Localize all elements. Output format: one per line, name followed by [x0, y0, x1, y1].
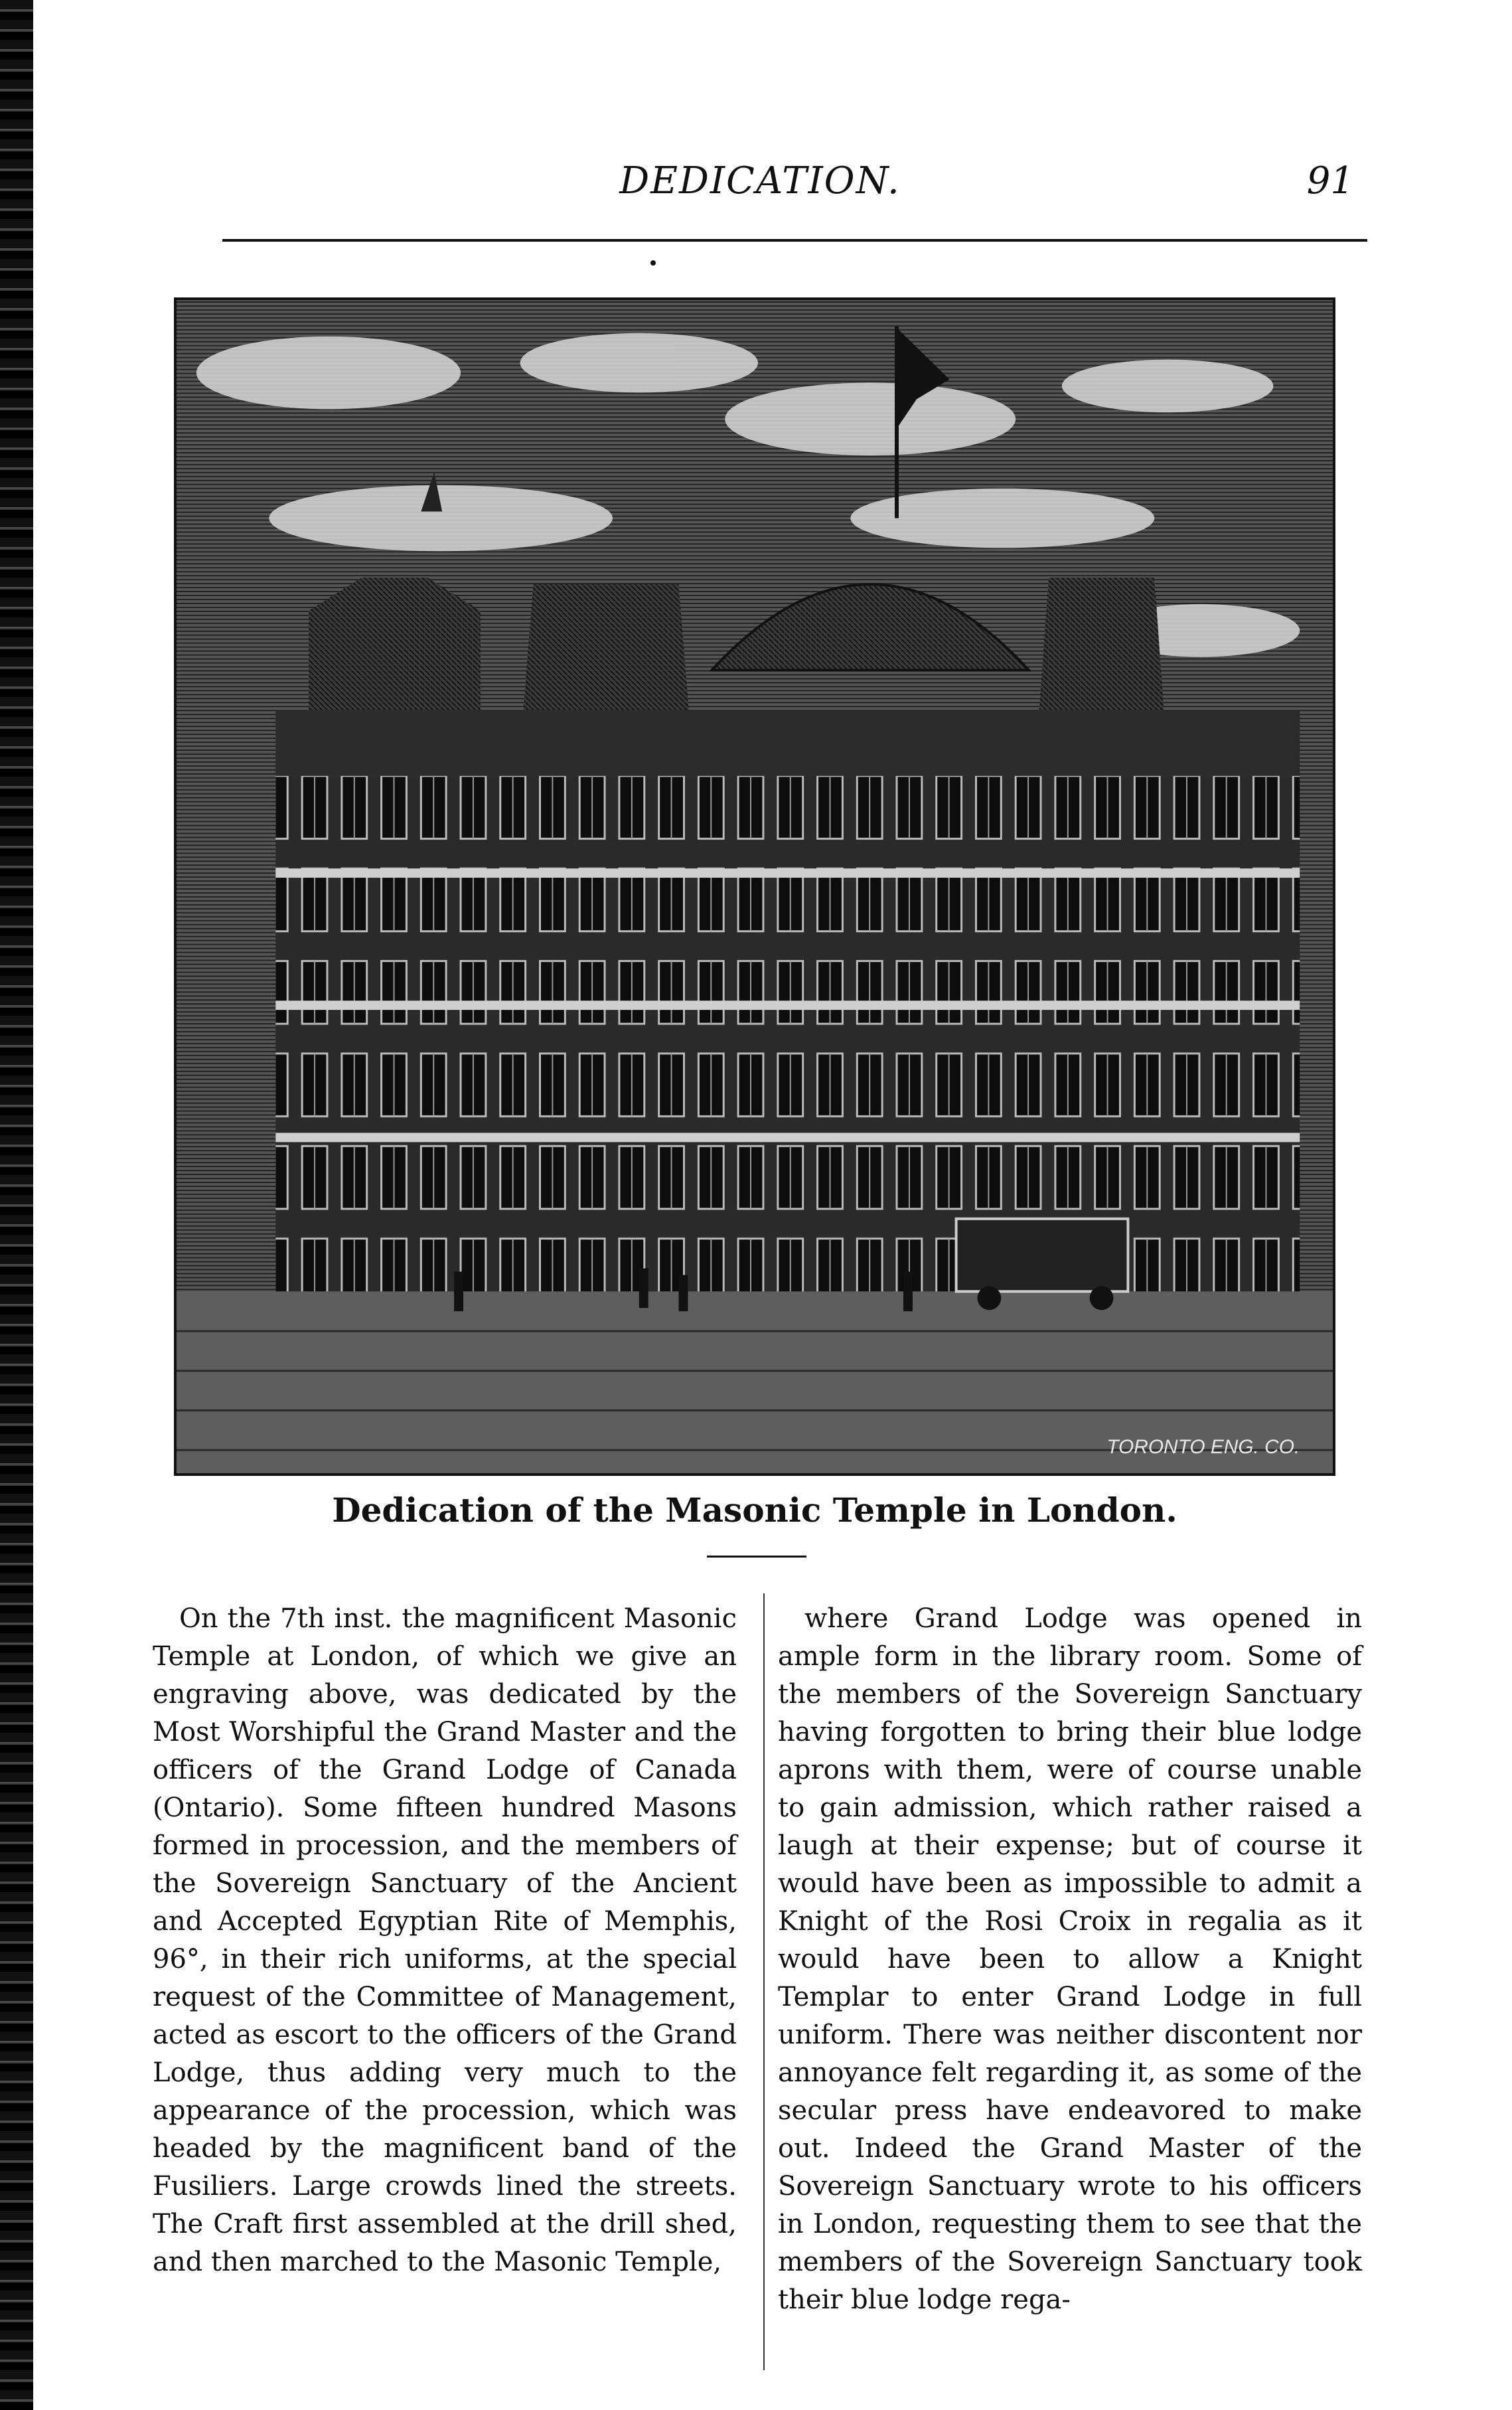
illustration-caption: Dedication of the Masonic Temple in London.	[332, 1490, 1177, 1530]
caption-rule	[707, 1556, 806, 1558]
page-number: 91	[1306, 159, 1354, 202]
article-column-left: On the 7th inst. the magnificent Masonic Temple at London, of which we give an engraving above, was dedicated by the Most Worshipful the Grand Master and the officers of the Grand Lodge of Canada (Ontario). Some fifteen hundred Masons formed in procession, and the members of the Sovereign Sanctuary of the Ancient and Accepted Egyptian Rite of Memphis, 96°, in their rich uniforms, at the special request of the Committee of Management, acted as escort to the officers of the Grand Lodge, thus adding very much to the appearance of the procession, which was headed by the magnificent band of the Fusiliers. Large crowds lined the streets. The Craft first assembled at the drill shed, and then marched to the Masonic Temple,	[153, 1603, 737, 2277]
building-facade	[275, 776, 1300, 1291]
roof-cornice	[275, 710, 1300, 776]
streetcar-wheel-front	[977, 1286, 1001, 1310]
ornament-dot	[650, 260, 656, 266]
masonic-temple-engraving	[174, 297, 1335, 1476]
running-title: DEDICATION.	[619, 159, 901, 202]
facade-band-2	[275, 1001, 1300, 1010]
header-rule	[222, 239, 1367, 242]
article-column-right: where Grand Lodge was opened in ample form in the library room. Some of the members of the Sovereign Sanctuary having forgotten to bring their blue lodge aprons with them, were of course unable to gain admission, which rather raised a laugh at their expense; but of course it would have been as impossible to admit a Knight of the Rosi Croix in regalia as it would have been to allow a Knight Templar to enter Grand Lodge in full uniform. There was neither discontent nor annoyance felt regarding it, as some of the secular press have endeavored to make out. Indeed the Grand Master of the Sovereign Sanctuary wrote to his officers in London, requesting them to see that the members of the Sovereign Sanctuary took their blue lodge rega-	[778, 1603, 1362, 2315]
facade-band-3	[275, 1133, 1300, 1142]
facade-band-1	[275, 868, 1300, 878]
book-binding-edge	[0, 0, 33, 2410]
column-divider	[763, 1593, 765, 2370]
streetcar	[956, 1219, 1128, 1292]
page-header	[153, 159, 1367, 212]
streetcar-wheel-rear	[1090, 1286, 1114, 1310]
engraving-illustration	[177, 300, 1333, 1473]
engraver-mark: TORONTO ENG. CO.	[1106, 1436, 1300, 1459]
